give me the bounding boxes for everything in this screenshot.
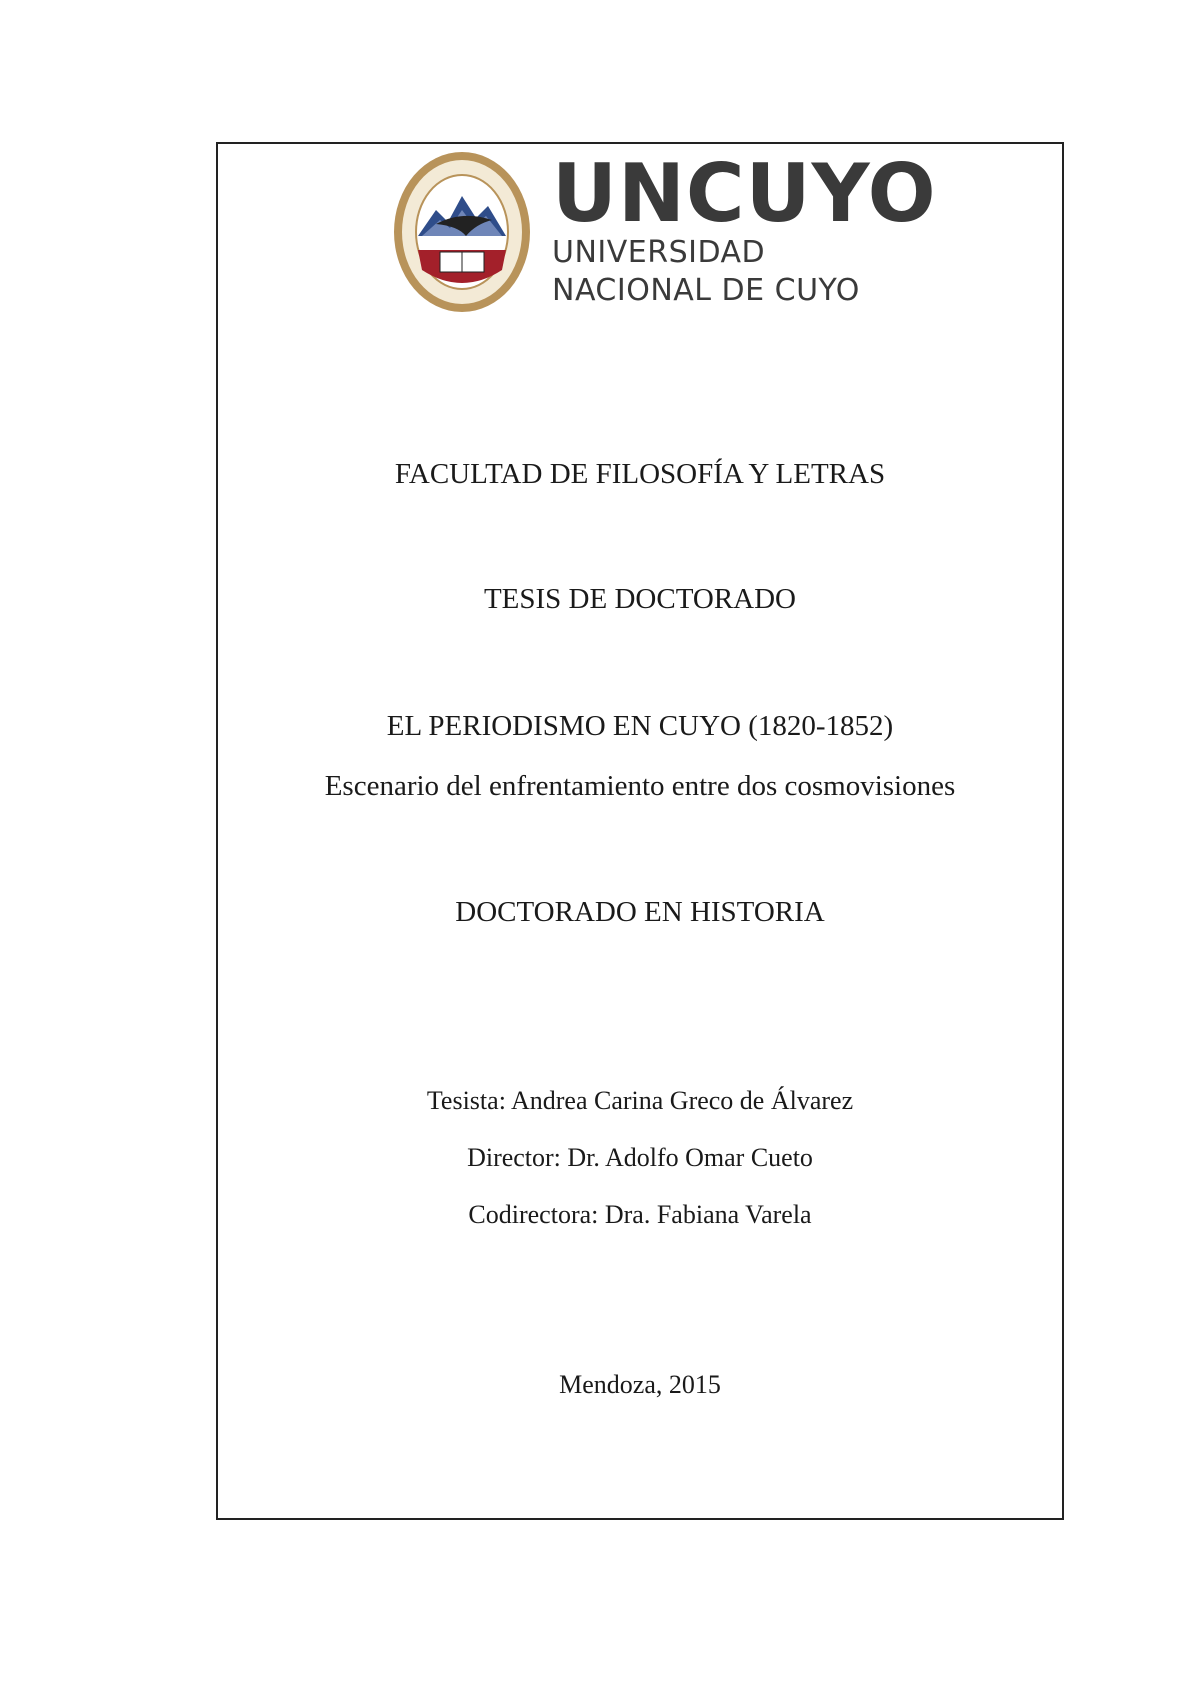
program-name: DOCTORADO EN HISTORIA xyxy=(455,896,825,928)
thesis-title: EL PERIODISMO EN CUYO (1820-1852) xyxy=(386,710,894,742)
university-seal-icon xyxy=(392,150,532,314)
thesis-author: Tesista: Andrea Carina Greco de Álvarez xyxy=(426,1086,854,1115)
faculty-name: FACULTAD DE FILOSOFÍA Y LETRAS xyxy=(394,458,886,490)
page-border xyxy=(216,142,1064,1520)
logo-wordmark: UNCUYO xyxy=(552,147,937,240)
university-logo xyxy=(392,147,937,320)
thesis-co-director: Codirectora: Dra. Fabiana Varela xyxy=(468,1200,812,1229)
document-type: TESIS DE DOCTORADO xyxy=(483,583,797,615)
thesis-director: Director: Dr. Adolfo Omar Cueto xyxy=(467,1143,813,1172)
place-and-date: Mendoza, 2015 xyxy=(559,1370,721,1399)
logo-line-2: NACIONAL DE CUYO xyxy=(552,273,860,308)
thesis-subtitle: Escenario del enfrentamiento entre dos cosmovisiones xyxy=(324,770,956,802)
logo-line-1: UNIVERSIDAD xyxy=(552,235,766,270)
